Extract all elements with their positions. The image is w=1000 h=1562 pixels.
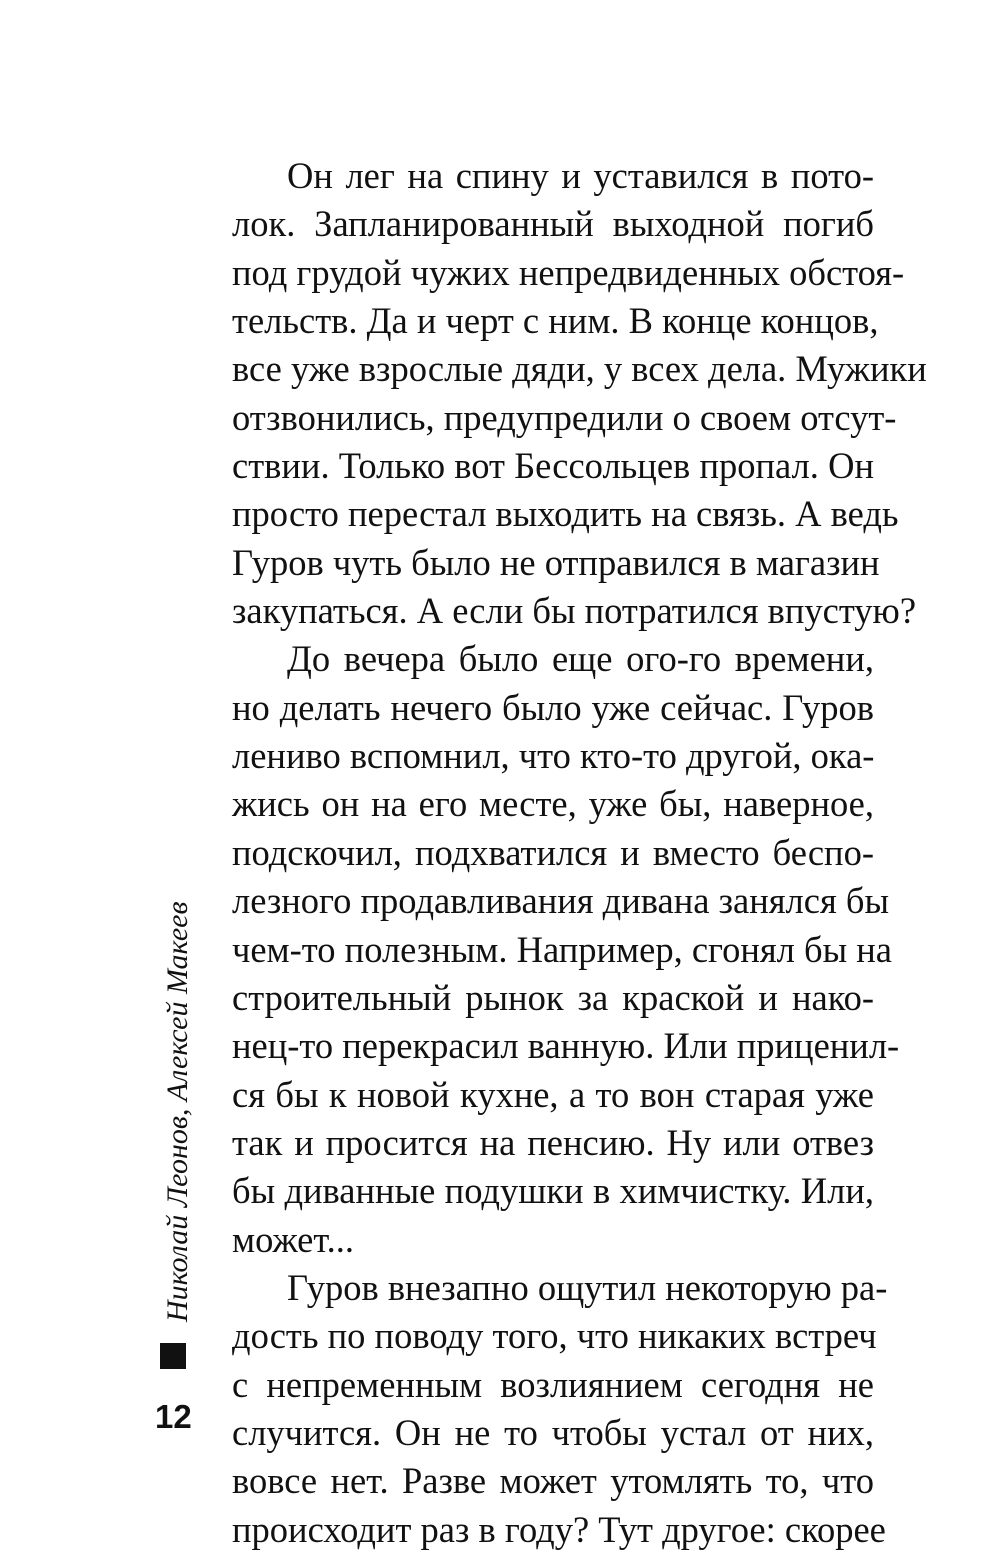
text-line: дость по поводу того, что никаких встреч bbox=[232, 1315, 877, 1357]
text-line: подскочил, подхватился и вместо беспо- bbox=[232, 831, 874, 873]
text-line: ся бы к новой кухне, а то вон старая уже bbox=[232, 1073, 874, 1115]
text-line: лезного продавливания дивана занялся бы bbox=[232, 880, 889, 922]
text-line: все уже взрослые дяди, у всех дела. Мужики bbox=[232, 348, 927, 390]
text-line: тельств. Да и черт с ним. В конце концов, bbox=[232, 300, 879, 342]
body-text bbox=[232, 152, 927, 1554]
page-number: 12 bbox=[155, 1398, 192, 1435]
text-line: отзвонились, предупредили о своем отсут- bbox=[232, 396, 897, 438]
text-line: ствии. Только вот Бессольцев пропал. Он bbox=[232, 445, 874, 487]
text-line: с непременным возлиянием сегодня не bbox=[232, 1363, 874, 1405]
text-line: Гуров чуть было не отправился в магазин bbox=[232, 541, 880, 583]
text-line: вовсе нет. Разве может утомлять то, что bbox=[232, 1460, 874, 1502]
text-line: под грудой чужих непредвиденных обстоя- bbox=[232, 251, 905, 293]
square-marker-icon bbox=[160, 1343, 186, 1369]
text-line: чем-то полезным. Например, сгонял бы на bbox=[232, 928, 892, 970]
text-line: случится. Он не то чтобы устал от них, bbox=[232, 1411, 874, 1453]
text-line: жись он на его месте, уже бы, наверное, bbox=[232, 783, 874, 825]
running-head-authors: Николай Леонов, Алексей Макеев bbox=[161, 901, 194, 1322]
text-line: лок. Запланированный выходной погиб bbox=[232, 203, 874, 245]
text-line: закупаться. А если бы потратился впустую? bbox=[232, 590, 917, 632]
text-line: Гуров внезапно ощутил некоторую ра- bbox=[287, 1266, 888, 1308]
text-line: так и просится на пенсию. Ну или отвез bbox=[232, 1121, 874, 1163]
text-line: Он лег на спину и уставился в пото- bbox=[287, 155, 874, 196]
text-line: бы диванные подушки в химчистку. Или, bbox=[232, 1170, 874, 1212]
text-line: До вечера было еще ого-го времени, bbox=[287, 638, 874, 680]
text-line: нец-то перекрасил ванную. Или приценил- bbox=[232, 1025, 900, 1067]
text-line: лениво вспомнил, что кто-то другой, ока- bbox=[232, 735, 875, 777]
text-line: может... bbox=[232, 1218, 354, 1260]
text-line: происходит раз в году? Тут другое: скорее bbox=[232, 1508, 886, 1550]
text-line: просто перестал выходить на связь. А ведь bbox=[232, 493, 899, 535]
text-line: но делать нечего было уже сейчас. Гуров bbox=[232, 686, 874, 728]
text-line: строительный рынок за краской и нако- bbox=[232, 976, 874, 1018]
